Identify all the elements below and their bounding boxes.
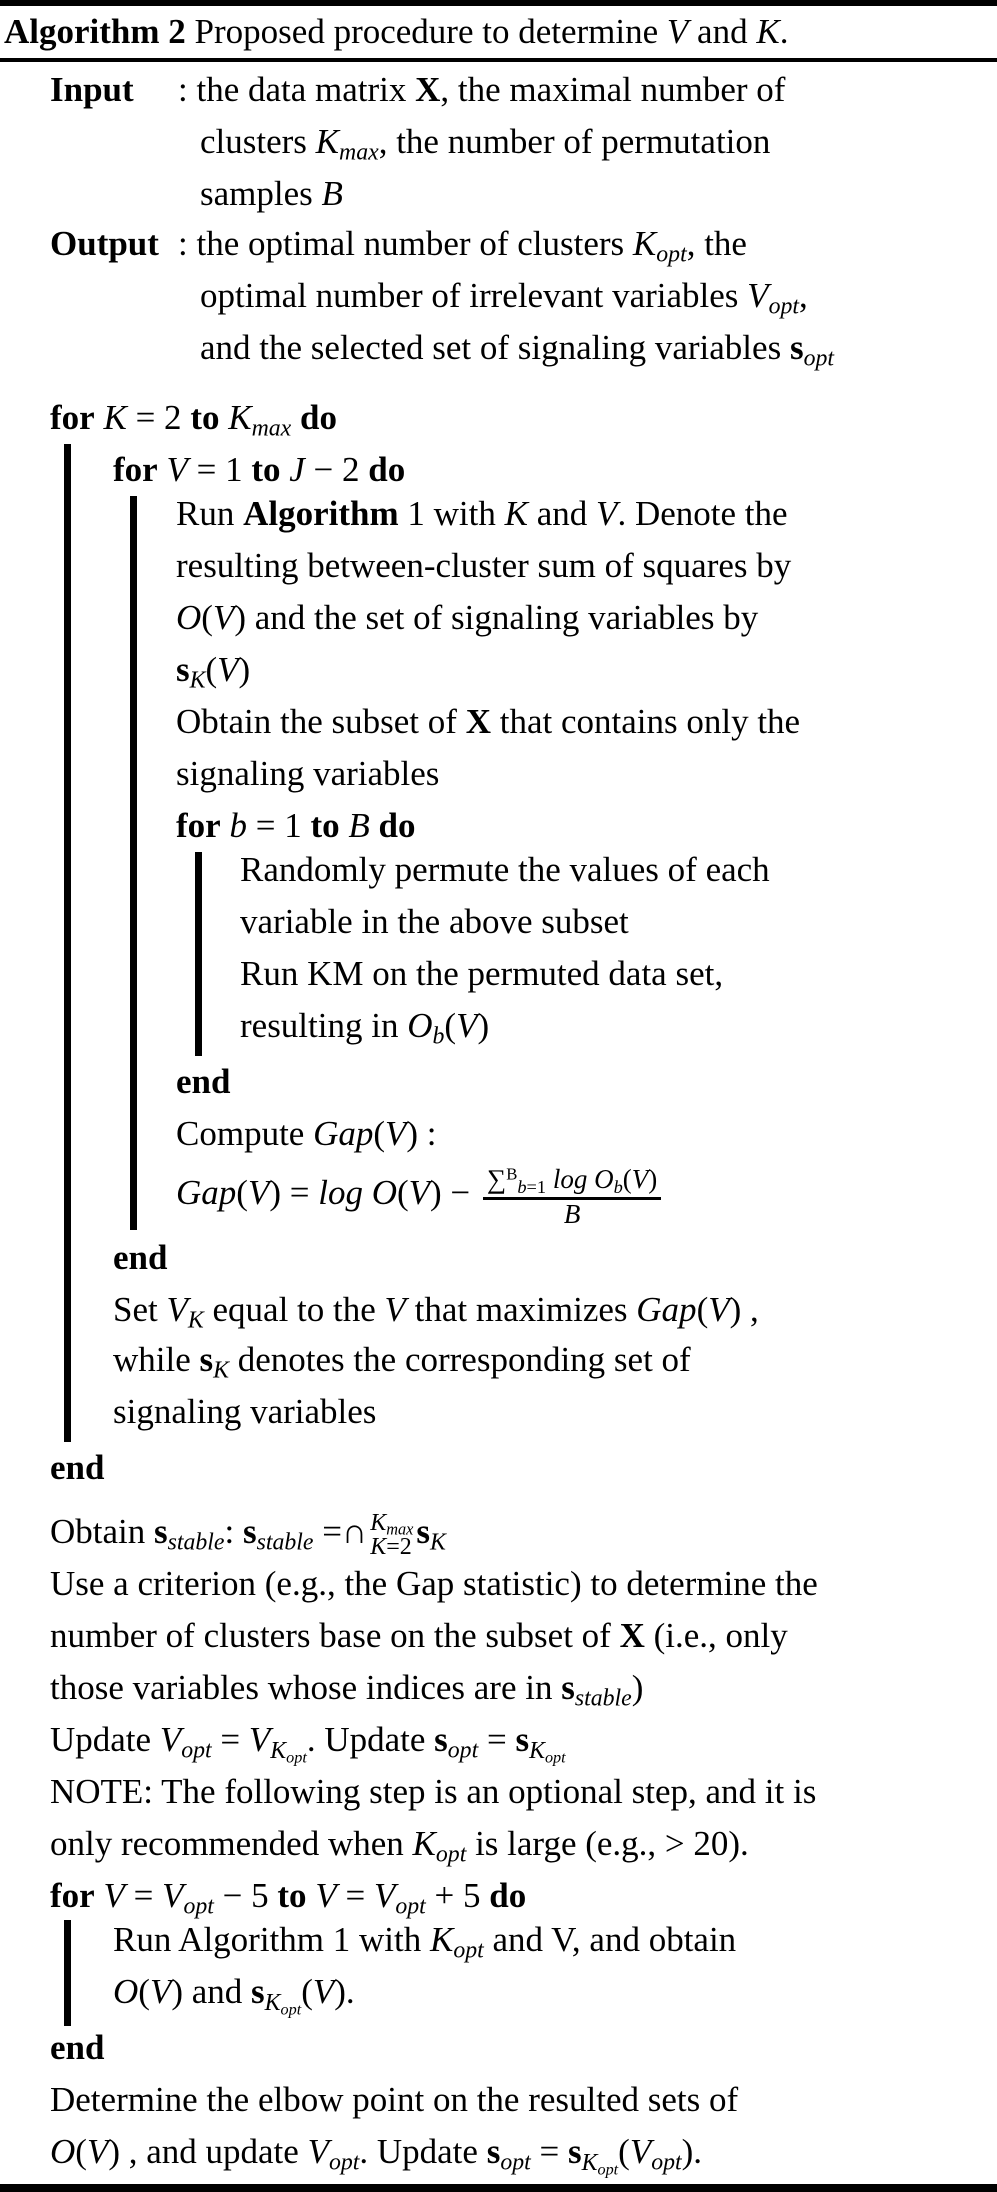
for-v-line: for V = 1 to J − 2 do: [113, 450, 406, 489]
output-text-2: optimal number of irrelevant variables $V_{opt}$,: [200, 276, 808, 320]
output-text: : the optimal number of clusters $K_{opt}$, the: [178, 224, 747, 268]
obtain-subset-line-1: Obtain the subset of X that contains only the: [176, 702, 801, 741]
set-vk-line-3: signaling variables: [113, 1392, 377, 1431]
criterion-line-1: Use a criterion (e.g., the Gap statistic) to determine the: [50, 1564, 818, 1603]
bottom-rule: [0, 2184, 997, 2192]
note-line-2: only recommended when $K_{opt}$ is large (e.g., > 20).: [50, 1824, 749, 1868]
input-text-2: clusters $K_{max}$, the number of permutation: [200, 122, 771, 166]
for-v-block-bar: [130, 496, 137, 1230]
for-v2-block-bar: [64, 1920, 71, 2026]
run-km-line-1: Run KM on the permuted data set,: [240, 954, 724, 993]
input-label: Input: [50, 70, 134, 109]
run-km-line-2: resulting in $O_b(V)$: [240, 1006, 490, 1050]
set-vk-line-1: Set $V_K$ equal to the V that maximizes Gap(V) ,: [113, 1290, 759, 1334]
criterion-line-2: number of clusters base on the subset of X (i.e., only: [50, 1616, 788, 1655]
elbow-line-1: Determine the elbow point on the resulted sets of: [50, 2080, 739, 2119]
update-line: Update $V_{opt} = V_{K_{opt}}$. Update $s_{opt} = s_{K_{opt}}$: [50, 1720, 566, 1767]
for-k-line: for K = 2 to $K_{max}$ do: [50, 398, 337, 442]
run-alg1-opt-line-2: O(V) and $s_{K_{opt}}(V)$.: [113, 1972, 355, 2019]
compute-gap-line: Compute Gap(V) :: [176, 1114, 437, 1153]
output-label: Output: [50, 224, 159, 263]
caption-label: Algorithm 2: [4, 12, 186, 51]
run-alg1-line-2: resulting between-cluster sum of squares by: [176, 546, 792, 585]
permute-line-2: variable in the above subset: [240, 902, 629, 941]
caption-text: Proposed procedure to determine V and K.: [194, 12, 789, 51]
algorithm-caption: [4, 6, 788, 58]
set-vk-line-2: while $s_K$ denotes the corresponding set of: [113, 1340, 691, 1384]
for-k-block-bar: [64, 444, 71, 1442]
end-v: end: [113, 1238, 168, 1277]
for-b-line: for b = 1 to B do: [176, 806, 416, 845]
obtain-stable-line: Obtain $s_{stable}$: $s_{stable}$ =∩ $K_{max}$ K=2 $s_K$: [50, 1509, 446, 1560]
run-alg1-opt-line-1: Run Algorithm 1 with $K_{opt}$ and V, and obtain: [113, 1920, 737, 1964]
caption-rule: [0, 58, 997, 62]
obtain-subset-line-2: signaling variables: [176, 754, 440, 793]
criterion-line-3: those variables whose indices are in $s_{stable}$): [50, 1668, 644, 1712]
end-b: end: [176, 1062, 231, 1101]
elbow-line-2: O(V) , and update $V_{opt}$. Update $s_{opt} = s_{K_{opt}}(V_{opt})$.: [50, 2132, 703, 2179]
permute-line-1: Randomly permute the values of each: [240, 850, 770, 889]
run-alg1-line-4: $s_K(V)$: [176, 650, 251, 694]
run-alg1-line-3: O(V) and the set of signaling variables by: [176, 598, 759, 637]
output-text-3: and the selected set of signaling variables $s_{opt}$: [200, 328, 834, 372]
note-line-1: NOTE: The following step is an optional step, and it is: [50, 1772, 817, 1811]
end-k: end: [50, 1448, 105, 1487]
gap-formula: Gap(V) = log O(V) − $\frac{\sum^B_{b=1} \log O_b(V)}{B}$: [176, 1158, 661, 1228]
run-alg1-line-1: Run Algorithm 1 with K and V. Denote the: [176, 494, 788, 533]
input-text-3: samples B: [200, 174, 343, 213]
for-v2-line: for $V = V_{opt} - 5$ to $V = V_{opt} + 5$ do: [50, 1876, 527, 1920]
gap-fraction: $\frac{\sum^B_{b=1} \log O_b(V)}{B}$: [483, 1164, 661, 1228]
end-v2: end: [50, 2028, 105, 2067]
input-text: : the data matrix X, the maximal number of: [178, 70, 786, 109]
for-b-block-bar: [195, 852, 202, 1056]
